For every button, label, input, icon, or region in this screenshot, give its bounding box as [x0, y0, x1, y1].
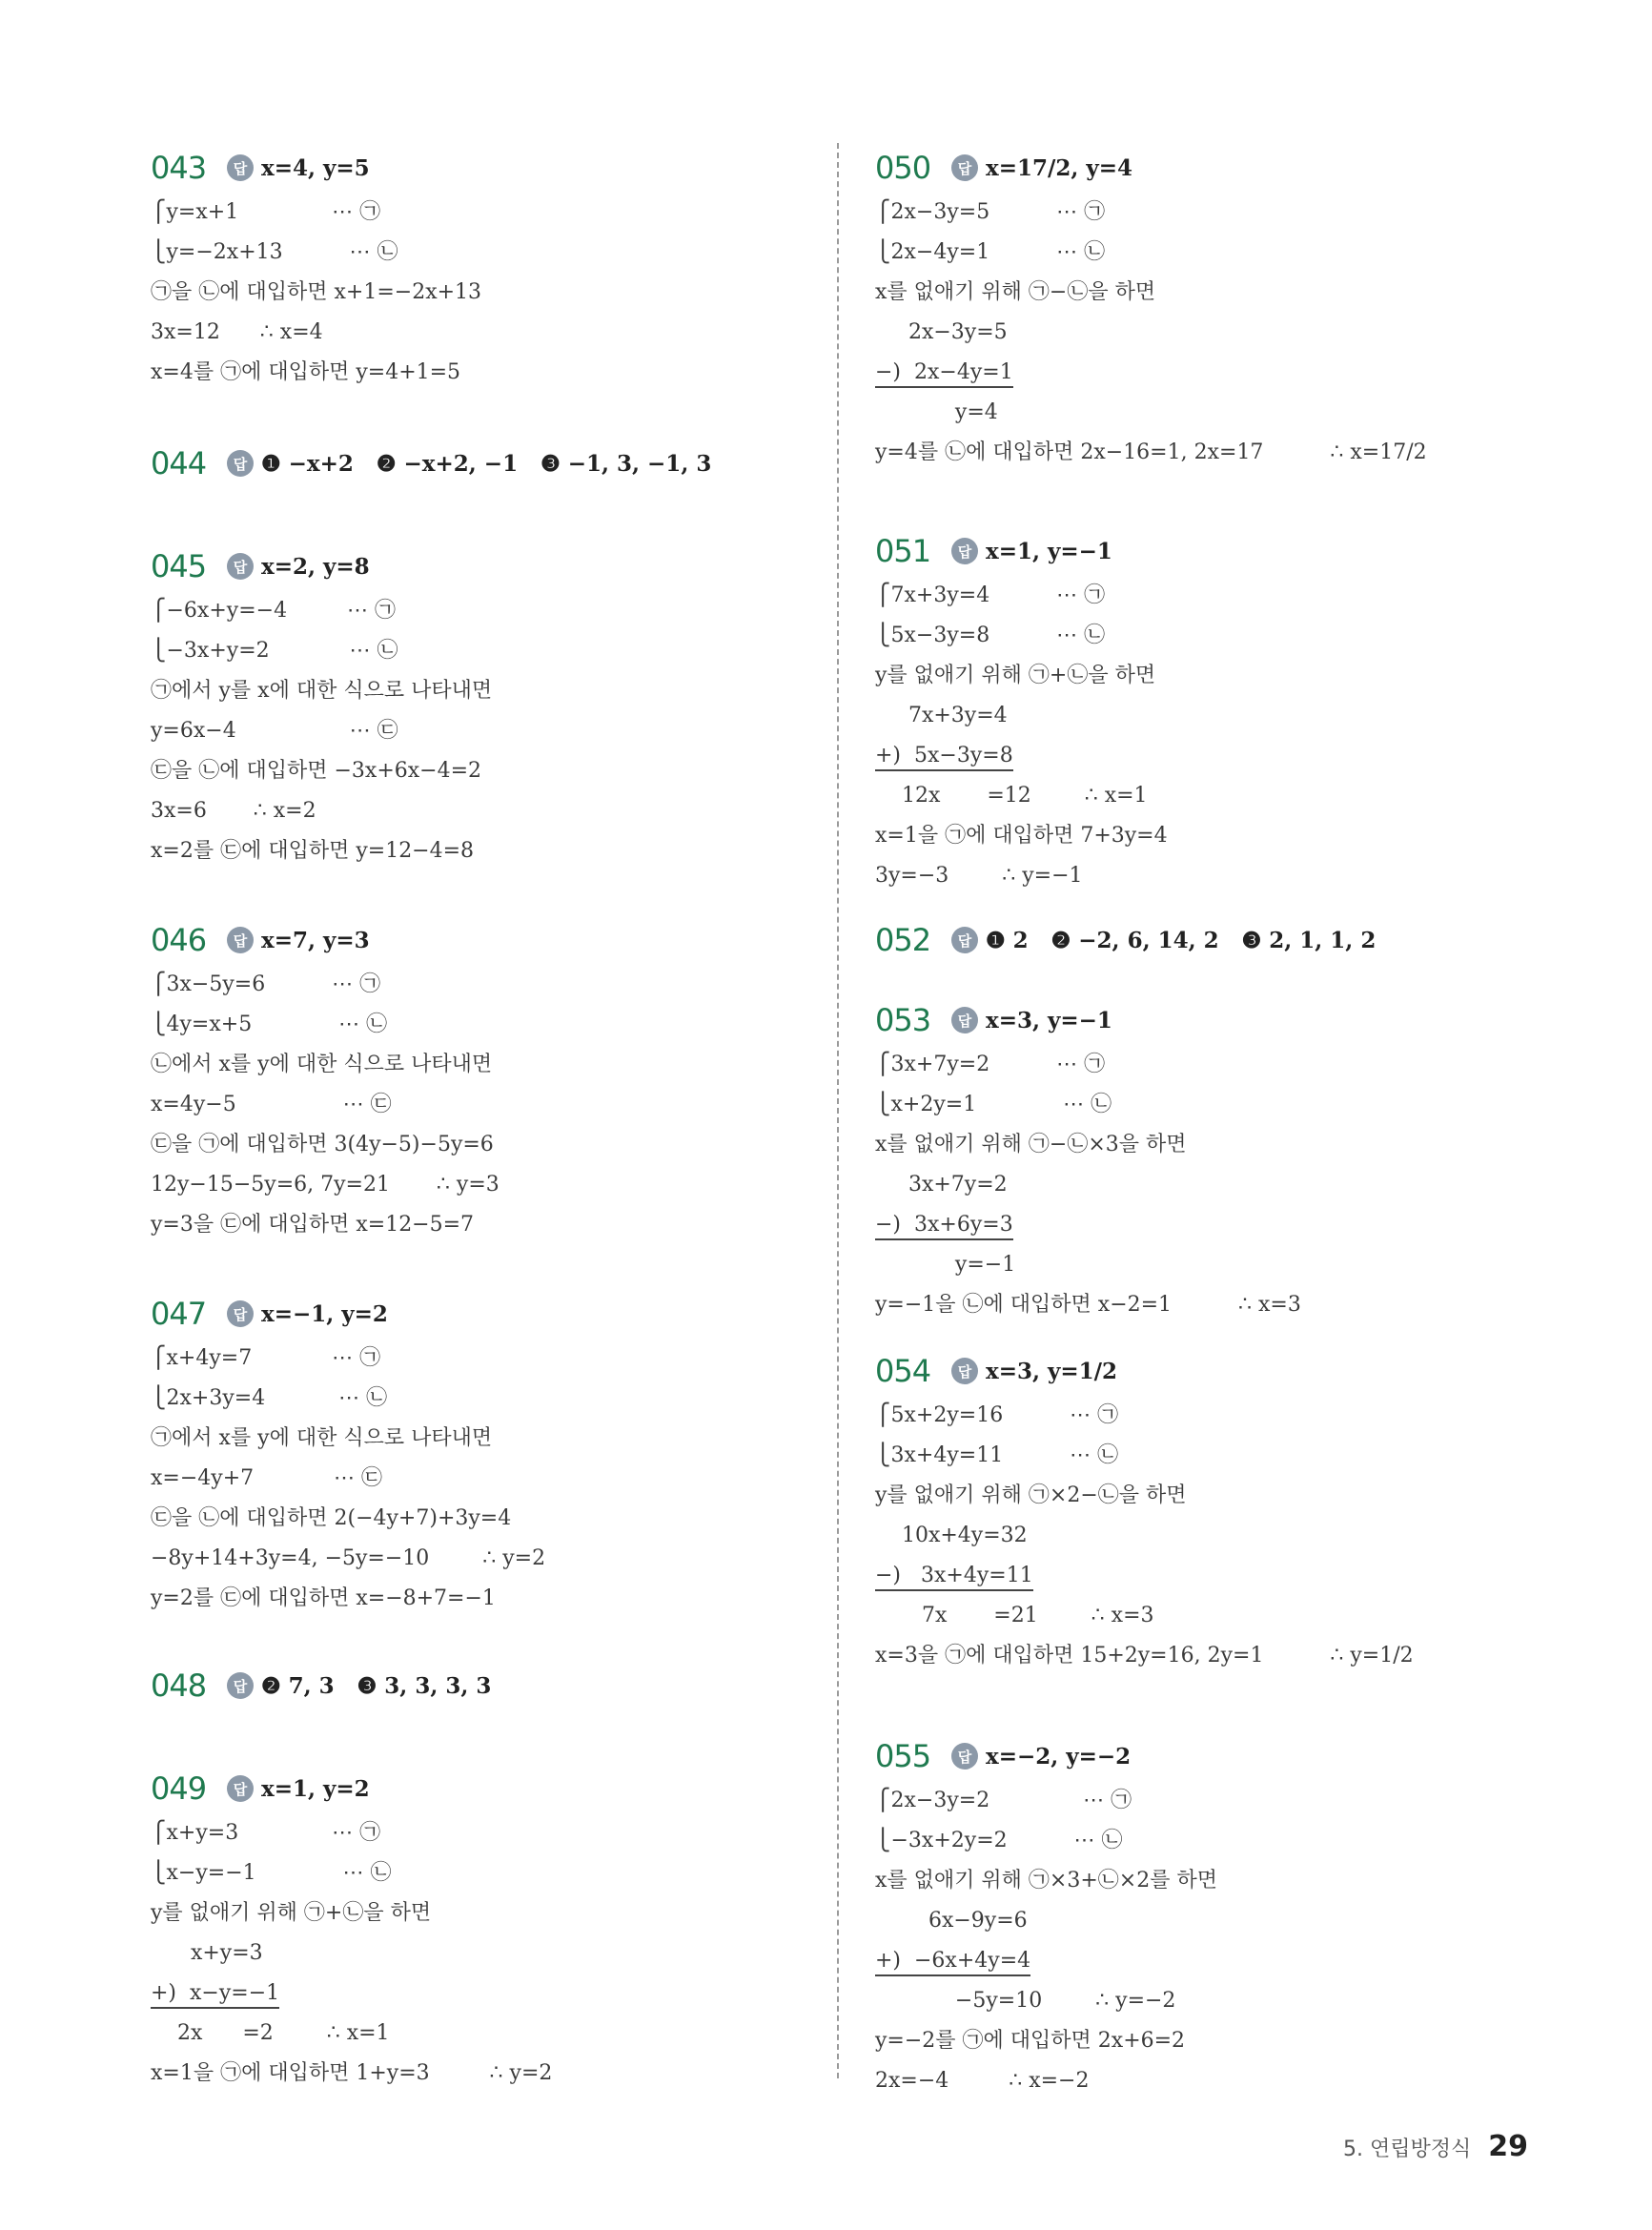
solution-line-text: ⎧5x+2y=16 ⋯ ㉠ [875, 1403, 1119, 1427]
chapter-title: 5. 연립방정식 [1343, 2138, 1472, 2161]
answer-badge-icon: 답 [951, 538, 978, 564]
answer-badge-icon: 답 [227, 553, 254, 580]
problem-046 [151, 915, 808, 1245]
answer-text: x=1, y=2 [261, 1775, 370, 1802]
solution-line [151, 1459, 808, 1499]
solution-line [151, 1974, 808, 2014]
problem-number: 049 [151, 1770, 207, 1807]
solution-line [151, 1499, 808, 1539]
solution-line [151, 791, 808, 831]
answer-text: x=4, y=5 [261, 154, 370, 181]
solution-line [875, 1901, 1561, 1941]
answer-text: ❶ 2 ❷ −2, 6, 14, 2 ❸ 2, 1, 1, 2 [986, 927, 1377, 953]
solution-line-text: x=2를 ㉢에 대입하면 y=12−4=8 [151, 839, 475, 863]
solution-lines [875, 193, 1561, 473]
solution-line-text: +) −6x+4y=4 [875, 1949, 1030, 1976]
solution-line [151, 1165, 808, 1205]
problem-number: 048 [151, 1667, 207, 1704]
solution-line-text: x=1을 ㉠에 대입하면 7+3y=4 [875, 824, 1168, 848]
solution-line-text: −) 2x−4y=1 [875, 360, 1013, 388]
solution-line-text: ⎩3x+4y=11 ⋯ ㉡ [875, 1443, 1119, 1467]
solution-line [151, 1085, 808, 1125]
problem-header [151, 1764, 808, 1813]
solution-line [151, 233, 808, 273]
problem-number: 043 [151, 150, 207, 186]
problem-044 [151, 439, 808, 488]
problem-header [875, 526, 1561, 576]
solution-line-text: ⎩x−y=−1 ⋯ ㉡ [151, 1861, 392, 1885]
solution-line [875, 1085, 1561, 1125]
problem-header [875, 995, 1561, 1045]
solution-line [151, 751, 808, 791]
solution-line-text: ⎧−6x+y=−4 ⋯ ㉠ [151, 599, 396, 623]
solution-lines [151, 1339, 808, 1619]
solution-line-text: ⎩2x+3y=4 ⋯ ㉡ [151, 1386, 388, 1410]
problem-header [875, 915, 1561, 965]
answer-text: x=3, y=−1 [986, 1007, 1112, 1033]
solution-line [151, 591, 808, 631]
solution-line [875, 353, 1561, 393]
solution-line [875, 696, 1561, 736]
problem-header [151, 1661, 808, 1710]
solution-line-text: 2x =2 ∴ x=1 [151, 2021, 390, 2045]
solution-line-text: 2x−3y=5 [875, 320, 1008, 344]
solution-line [151, 631, 808, 671]
solution-line [875, 816, 1561, 856]
solution-lines [875, 1396, 1561, 1676]
solution-line-text: −5y=10 ∴ y=−2 [875, 1989, 1176, 2013]
answer-badge-icon: 답 [951, 927, 978, 953]
solution-line-text: ⎩y=−2x+13 ⋯ ㉡ [151, 240, 398, 264]
answer-text: x=17/2, y=4 [986, 154, 1133, 181]
solution-line [875, 1125, 1561, 1165]
solution-line-text: ⎩4y=x+5 ⋯ ㉡ [151, 1013, 388, 1036]
solution-line-text: x+y=3 [151, 1941, 263, 1965]
solution-lines [151, 591, 808, 871]
solution-line [875, 1396, 1561, 1436]
problem-054 [875, 1346, 1561, 1676]
solution-line [151, 193, 808, 233]
solution-line-text: ㉠을 ㉡에 대입하면 x+1=−2x+13 [151, 280, 482, 304]
solution-line [151, 273, 808, 313]
problem-number: 053 [875, 1002, 931, 1038]
answer-badge-icon: 답 [227, 927, 254, 953]
solution-line-text: ⎩x+2y=1 ⋯ ㉡ [875, 1093, 1112, 1116]
answer-badge-icon: 답 [227, 450, 254, 477]
solution-line [875, 1556, 1561, 1596]
solution-line-text: y를 없애기 위해 ㉠×2−㉡을 하면 [875, 1483, 1187, 1507]
solution-line-text: x를 없애기 위해 ㉠−㉡×3을 하면 [875, 1133, 1187, 1156]
solution-line-text: ㉠에서 x를 y에 대한 식으로 나타내면 [151, 1426, 493, 1450]
solution-line-text: ⎧x+4y=7 ⋯ ㉠ [151, 1346, 381, 1370]
problem-047 [151, 1289, 808, 1619]
solution-line [875, 1476, 1561, 1516]
solution-line-text: ⎧x+y=3 ⋯ ㉠ [151, 1821, 381, 1845]
solution-line [875, 1941, 1561, 1981]
solution-line [875, 273, 1561, 313]
answer-badge-icon: 답 [951, 1007, 978, 1033]
solution-line [151, 1893, 808, 1933]
solution-line [151, 1045, 808, 1085]
solution-line-text: ⎧7x+3y=4 ⋯ ㉠ [875, 583, 1106, 607]
solution-line-text: 7x =21 ∴ x=3 [875, 1604, 1154, 1627]
problem-055 [875, 1731, 1561, 2101]
answer-text: x=3, y=1/2 [986, 1358, 1118, 1384]
solution-line-text: ⎧2x−3y=5 ⋯ ㉠ [875, 200, 1106, 224]
solution-line-text: x=4를 ㉠에 대입하면 y=4+1=5 [151, 360, 461, 384]
solution-lines [151, 1813, 808, 2094]
solution-line-text: y=2를 ㉢에 대입하면 x=−8+7=−1 [151, 1586, 496, 1610]
problem-header [151, 439, 808, 488]
answer-badge-icon: 답 [951, 1743, 978, 1770]
problem-number: 051 [875, 533, 931, 569]
page-number: 29 [1488, 2130, 1528, 2163]
solution-line [875, 656, 1561, 696]
problem-051 [875, 526, 1561, 896]
solution-line-text: 10x+4y=32 [875, 1524, 1028, 1547]
solution-line-text: y=4 [875, 400, 998, 424]
solution-line [875, 1981, 1561, 2021]
answer-badge-icon: 답 [951, 154, 978, 181]
problem-052 [875, 915, 1561, 965]
solution-line [875, 1436, 1561, 1476]
solution-line-text: −8y+14+3y=4, −5y=−10 ∴ y=2 [151, 1546, 546, 1570]
solution-line-text: x를 없애기 위해 ㉠−㉡을 하면 [875, 280, 1156, 304]
problem-number: 046 [151, 922, 207, 958]
solution-line [875, 313, 1561, 353]
solution-line [875, 2021, 1561, 2061]
solution-line [151, 1579, 808, 1619]
answer-text: x=−2, y=−2 [986, 1743, 1132, 1770]
solution-lines [875, 1045, 1561, 1325]
solution-line-text: ⎧3x+7y=2 ⋯ ㉠ [875, 1053, 1106, 1076]
solution-line-text: y를 없애기 위해 ㉠+㉡을 하면 [151, 1901, 432, 1925]
solution-line [875, 1596, 1561, 1636]
solution-line [151, 831, 808, 871]
solution-line-text: ⎩2x−4y=1 ⋯ ㉡ [875, 240, 1106, 264]
solution-line-text: ㉢을 ㉠에 대입하면 3(4y−5)−5y=6 [151, 1133, 494, 1156]
problem-header [875, 1346, 1561, 1396]
solution-line [151, 1539, 808, 1579]
solution-line [151, 1125, 808, 1165]
solution-line-text: ⎧3x−5y=6 ⋯ ㉠ [151, 972, 381, 996]
problem-header [875, 1731, 1561, 1781]
solution-line [151, 1419, 808, 1459]
solution-lines [875, 1781, 1561, 2101]
solution-line-text: 3x=6 ∴ x=2 [151, 799, 316, 823]
solution-line [151, 965, 808, 1005]
solution-line-text: y=3을 ㉢에 대입하면 x=12−5=7 [151, 1213, 475, 1237]
solution-line [875, 776, 1561, 816]
answer-text: ❶ −x+2 ❷ −x+2, −1 ❸ −1, 3, −1, 3 [261, 450, 712, 477]
answer-badge-icon: 답 [227, 1775, 254, 1802]
solution-line [875, 193, 1561, 233]
solution-line-text: ㉢을 ㉡에 대입하면 2(−4y+7)+3y=4 [151, 1506, 512, 1530]
solution-line [875, 1045, 1561, 1085]
page-footer [1343, 2130, 1528, 2163]
problem-number: 055 [875, 1738, 931, 1774]
solution-line [151, 1005, 808, 1045]
solution-line-text: 3x=12 ∴ x=4 [151, 320, 323, 344]
solution-line-text: x=3을 ㉠에 대입하면 15+2y=16, 2y=1 ∴ y=1/2 [875, 1644, 1414, 1667]
solution-line [151, 1379, 808, 1419]
solution-line-text: x=−4y+7 ⋯ ㉢ [151, 1466, 383, 1490]
solution-line-text: y=6x−4 ⋯ ㉢ [151, 719, 398, 743]
solution-lines [151, 965, 808, 1245]
problem-header [151, 143, 808, 193]
solution-line-text: ㉢을 ㉡에 대입하면 −3x+6x−4=2 [151, 759, 482, 783]
solution-line [875, 1165, 1561, 1205]
solution-line [875, 233, 1561, 273]
solution-line-text: 12x =12 ∴ x=1 [875, 784, 1148, 808]
problem-number: 052 [875, 922, 931, 958]
solution-line-text: y=4를 ㉡에 대입하면 2x−16=1, 2x=17 ∴ x=17/2 [875, 440, 1427, 464]
solution-line-text: y=−1 [875, 1253, 1016, 1277]
problem-number: 047 [151, 1296, 207, 1332]
solution-line-text: 3x+7y=2 [875, 1173, 1008, 1197]
problem-048 [151, 1661, 808, 1710]
problem-header [151, 542, 808, 591]
answer-text: ❷ 7, 3 ❸ 3, 3, 3, 3 [261, 1672, 492, 1699]
solution-line [151, 313, 808, 353]
problem-050 [875, 143, 1561, 473]
solution-line-text: −) 3x+6y=3 [875, 1213, 1013, 1240]
problem-043 [151, 143, 808, 393]
answer-badge-icon: 답 [227, 1300, 254, 1327]
solution-line-text: y=−2를 ㉠에 대입하면 2x+6=2 [875, 2029, 1186, 2053]
solution-line-text: y를 없애기 위해 ㉠+㉡을 하면 [875, 664, 1156, 687]
solution-line [875, 1245, 1561, 1285]
solution-line [875, 1821, 1561, 1861]
solution-line [875, 1285, 1561, 1325]
solution-line-text: x=4y−5 ⋯ ㉢ [151, 1093, 392, 1116]
solution-line [875, 1781, 1561, 1821]
problem-number: 050 [875, 150, 931, 186]
solution-line-text: ⎩−3x+2y=2 ⋯ ㉡ [875, 1829, 1123, 1852]
solution-line [151, 1205, 808, 1245]
solution-line-text: x를 없애기 위해 ㉠×3+㉡×2를 하면 [875, 1869, 1217, 1892]
answer-badge-icon: 답 [227, 154, 254, 181]
solution-line-text: y=−1을 ㉡에 대입하면 x−2=1 ∴ x=3 [875, 1293, 1301, 1317]
solution-line [151, 2054, 808, 2094]
solution-line-text: 3y=−3 ∴ y=−1 [875, 864, 1083, 888]
solution-line [875, 2061, 1561, 2101]
problem-number: 044 [151, 445, 207, 481]
solution-lines [151, 193, 808, 393]
solution-line [875, 433, 1561, 473]
solution-line [151, 1813, 808, 1853]
solution-line [875, 1636, 1561, 1676]
problem-number: 054 [875, 1353, 931, 1389]
solution-line-text: −) 3x+4y=11 [875, 1564, 1033, 1591]
solution-line-text: 2x=−4 ∴ x=−2 [875, 2069, 1090, 2093]
solution-line [151, 1339, 808, 1379]
solution-line [151, 353, 808, 393]
solution-line-text: 12y−15−5y=6, 7y=21 ∴ y=3 [151, 1173, 500, 1197]
solution-line [151, 711, 808, 751]
problem-053 [875, 995, 1561, 1325]
problem-number: 045 [151, 548, 207, 584]
solution-line-text: ⎧2x−3y=2 ⋯ ㉠ [875, 1789, 1132, 1812]
problem-header [151, 1289, 808, 1339]
solution-line [875, 736, 1561, 776]
problem-header [151, 915, 808, 965]
solution-line [875, 1516, 1561, 1556]
solution-line-text: ⎧y=x+1 ⋯ ㉠ [151, 200, 381, 224]
solution-line-text: +) x−y=−1 [151, 1981, 279, 2009]
answer-text: x=1, y=−1 [986, 538, 1112, 564]
answer-text: x=7, y=3 [261, 927, 370, 953]
solution-line-text: 6x−9y=6 [875, 1909, 1028, 1933]
problem-header [875, 143, 1561, 193]
answer-text: x=2, y=8 [261, 553, 370, 580]
solution-line-text: 7x+3y=4 [875, 704, 1008, 727]
answer-badge-icon: 답 [227, 1672, 254, 1699]
solution-line [151, 671, 808, 711]
solution-lines [875, 576, 1561, 896]
column-divider [837, 143, 839, 2078]
solution-line-text: x=1을 ㉠에 대입하면 1+y=3 ∴ y=2 [151, 2061, 553, 2085]
solution-line [151, 2014, 808, 2054]
solution-line [151, 1853, 808, 1893]
answer-text: x=−1, y=2 [261, 1300, 388, 1327]
solution-line [151, 1933, 808, 1974]
solution-line-text: ⎩5x−3y=8 ⋯ ㉡ [875, 624, 1106, 647]
solution-line [875, 1861, 1561, 1901]
solution-line-text: +) 5x−3y=8 [875, 744, 1013, 771]
problem-049 [151, 1764, 808, 2094]
solution-line [875, 616, 1561, 656]
problem-045 [151, 542, 808, 871]
solution-line [875, 393, 1561, 433]
solution-line [875, 576, 1561, 616]
solution-line [875, 1205, 1561, 1245]
answer-badge-icon: 답 [951, 1358, 978, 1384]
solution-line-text: ㉠에서 y를 x에 대한 식으로 나타내면 [151, 679, 493, 703]
solution-line [875, 856, 1561, 896]
solution-line-text: ㉡에서 x를 y에 대한 식으로 나타내면 [151, 1053, 493, 1076]
solution-line-text: ⎩−3x+y=2 ⋯ ㉡ [151, 639, 398, 663]
